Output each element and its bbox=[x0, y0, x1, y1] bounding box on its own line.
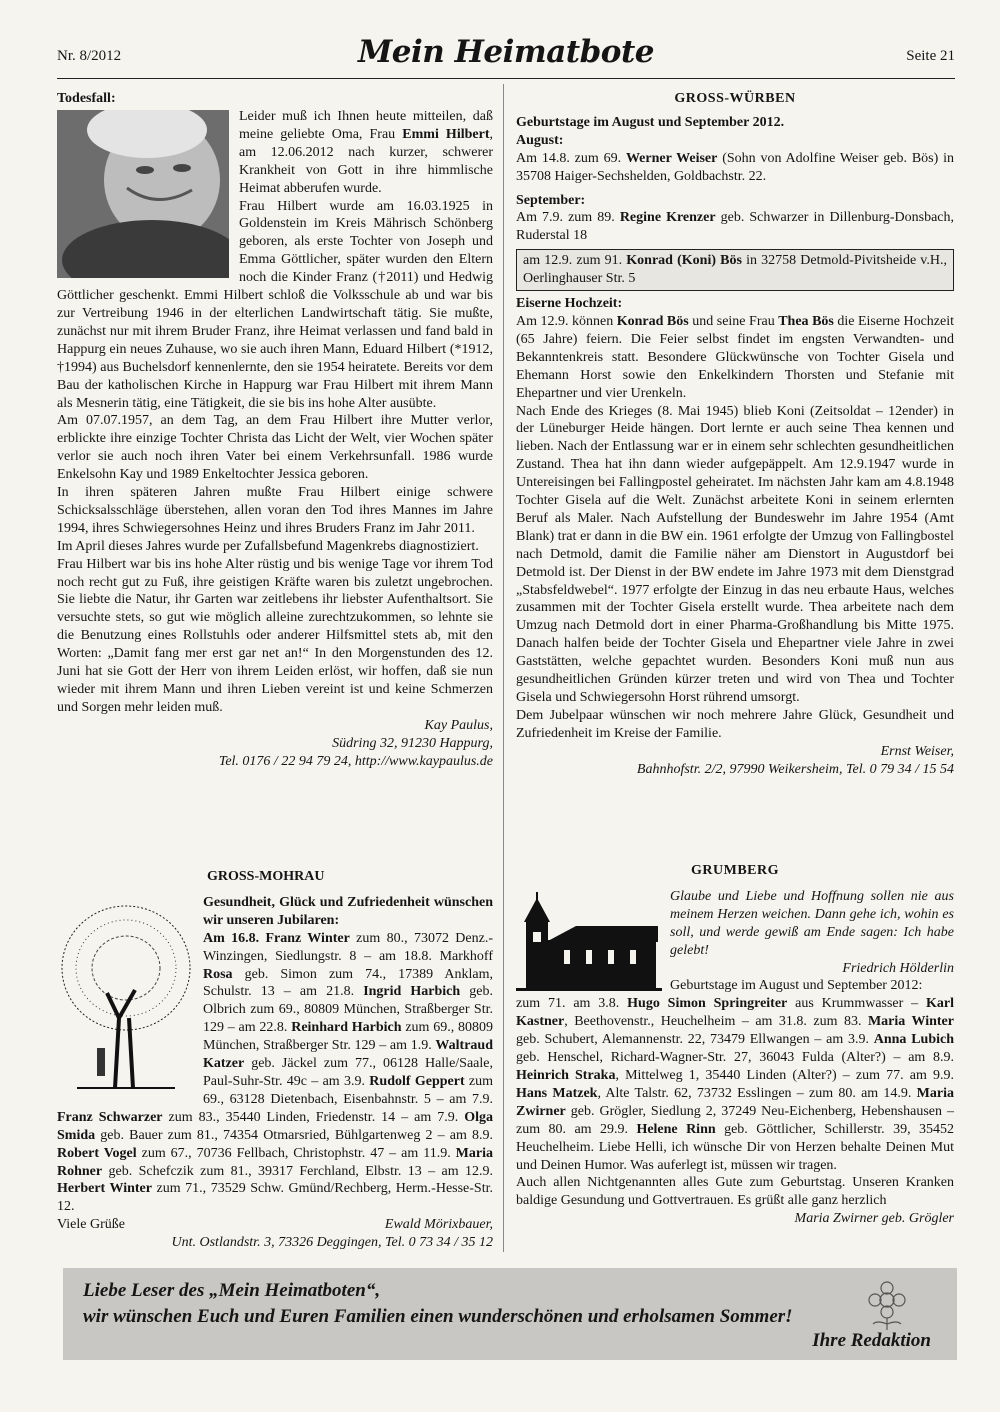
birthday-text: in 32758 Detmold-Pivitsheide v.H., Oerlinghauser Str. 5 bbox=[523, 253, 948, 287]
september-label: September: bbox=[516, 192, 586, 208]
birthday-text: geb. Schwarzer in Dillenburg-Donsbach, Ruderstal 18 bbox=[516, 210, 955, 244]
person-name: Olga Smida bbox=[57, 1109, 493, 1143]
birthday-text: (Sohn von Adolfine Weiser geb. Bös) in 35708 Haiger-Sechshelden, Goldbachstr. 22. bbox=[516, 150, 954, 184]
person-name: Ingrid Harbich bbox=[363, 984, 461, 1000]
person-name: Werner Weiser bbox=[625, 150, 718, 166]
person-name: Hugo Simon Springreiter bbox=[627, 996, 788, 1012]
banner-line-1: Liebe Leser des „Mein Heimatboten“, bbox=[83, 1280, 381, 1301]
person-name: Waltraud Katzer bbox=[203, 1038, 493, 1072]
signature-address: Südring 32, 91230 Happurg, bbox=[332, 735, 493, 751]
signature-name: Ewald Mörixbauer, bbox=[384, 1217, 493, 1233]
person-name: Hans Matzek bbox=[516, 1085, 598, 1101]
birthday-text: zum 83., 35440 Linden, Friedenstr. 14 – am 7.9. bbox=[162, 1109, 465, 1125]
portrait-photo bbox=[57, 110, 229, 278]
birthday-text: zum 69., 63128 Dietenbach, Eisenbahnstr. 5 – am 7.9. bbox=[203, 1073, 494, 1107]
deceased-name: Emmi Hilbert bbox=[402, 126, 490, 142]
page-number: Seite 21 bbox=[906, 48, 955, 64]
wuerben-paragraph: Nach Ende des Krieges (8. Mai 1945) blieb Koni (Zeitsoldat – 12ender) in der Lüneburger Heide hängen. Dort lernte er auch seine Thea kennen und lieben. Nach der Entlassung war er in einem sehr schlechten gesundheitlichen Zustand. Thea hat ihn dann wieder aufgepäppelt. Am 12.9.1947 wurde in Untereisingen bei Fallingpostel geheiratet. Im nächsten Jahr kam am 4.8.1948 Tochter Gisela auf die Welt. Zunächst arbeitete Koni in seinem erlernten Beruf als Maler. Nach Aufstellung der Bundeswehr im Jahre 1954 (Amt Blank) trat er dann in die BW ein. 1961 erfolgte der Umzug von Fallingbostel nach Detmold, damit die Familie näher am Dienstort in Augustdorf bei Detmold ist. Der Dienst in der BW endete im Jahre 1973 mit dem Dienstgrad „Stabsfeldwebel“. 1977 erfolgte der Einzug in das neu erbaute Haus, welches zusammen mit der Tochter Gisela erstellt wurde. Thea arbeitete nach dem Umzug nach Detmold dort in einer Pharma-Großhandlung bis Mitte 1975. Danach halfen beide der Tochter Gisela und Ehepartner viele Jahre in zwei Gaststätten, welche gepachtet wurden. Besonders Koni muß nun aus gesundheitlichen Gründen kürzer treten und wird von Thea und Tochter Gisela und Schwiegersohn Horst rührend umsorgt. bbox=[516, 403, 954, 705]
anniversary-text: die Eiserne Hochzeit (65 Jahre) feiern. Die Feier selbst findet im engsten Verwandten- und Bekanntenkreis statt. Besondere Glückwünsche von Tochter Gisela und Ehemann Horst sowie den Enkelkindern Thorsten und Stefanie mit Ehepartner und vier Urenkeln. bbox=[516, 313, 955, 401]
person-name: Maria Rohner bbox=[57, 1145, 493, 1179]
wuerben-paragraph: Dem Jubelpaar wünschen wir noch mehrere Jahre Glück, Gesundheit und Zufriedenheit im Kreise der Familie. bbox=[516, 707, 954, 741]
tree-icon bbox=[57, 898, 195, 1093]
person-name: Maria Zwirner bbox=[516, 1085, 954, 1119]
grumberg-section bbox=[516, 862, 954, 1228]
birthday-text: Am 7.9. zum 89. bbox=[516, 210, 620, 226]
todesfall-paragraph: Frau Hilbert war bis ins hohe Alter rüstig und bis wenige Tage vor ihrem Tod noch recht gut zu Fuß, ihre geistigen Kräfte waren bis zuletzt ungebrochen. Sie liebte die Natur, ihr Garten war zeitlebens ihr liebster Aufenthaltsort. Sie versuchte stets, so gut wie möglich alleine zurechtzukommen, so lehnte sie die Benutzung eines Rollstuhls oder anderer Hilfsmittel stets ab, mit den Worten: „Damit fang mer erst gar net an!“ In den Morgenstunden des 12. Juni hat sie Gott der Herr von ihrem Leiden erlöst, wir hoffen, daß sie nun wieder mit ihrem Mann und ihren Lieben vereint ist und keine Schmerzen und Sorgen mehr leiden muß. bbox=[57, 556, 493, 715]
person-name: Herbert Winter bbox=[57, 1181, 152, 1197]
todesfall-heading: Todesfall: bbox=[57, 91, 116, 106]
person-name: Konrad (Koni) Bös bbox=[626, 253, 742, 269]
todesfall-text: Leider muß ich Ihnen heute mitteilen, daß meine geliebte Oma, Frau bbox=[239, 109, 493, 142]
hoelderlin-quote: Glaube und Liebe und Hoffnung sollen nie aus meinem Herzen weichen. Dann gehe ich, wohin es soll, und werde gewiß am Ende sagen: Ich habe gelebt! bbox=[670, 888, 954, 958]
person-name: Robert Vogel bbox=[57, 1145, 137, 1161]
todesfall-paragraph: Im April dieses Jahres wurde per Zufallsbefund Magenkrebs diagnostiziert. bbox=[57, 538, 479, 554]
birthday-text: zum 80., 73072 Denz.-Winzingen, Siedlungstr. 8 – am 18.8. Markhoff bbox=[203, 930, 493, 964]
page-header bbox=[57, 34, 955, 70]
person-name: Maria Winter bbox=[867, 1014, 954, 1030]
banner-line-2: wir wünschen Euch und Euren Familien einen wunderschönen und erholsamen Sommer! bbox=[83, 1306, 793, 1327]
birthday-text: geb. Olbrich zum 69., 80809 München, Straßberger Str. 129 – am 22.8. bbox=[203, 984, 493, 1036]
birthday-text: geb. Göttlicher, Schillerstr. 39, 35452 Heuchelheim. Liebe Helli, ich wünsche Dir von Herzen behalte Deinen Mut und Deinen Humor. Was auferlegt ist, müssen wir tragen. bbox=[516, 1121, 954, 1173]
person-name: Karl Kastner bbox=[516, 996, 955, 1030]
anniversary-text: und seine Frau bbox=[688, 313, 779, 329]
person-name: Anna Lubich bbox=[873, 1032, 954, 1048]
grumberg-intro: Geburtstage im August und September 2012: bbox=[670, 978, 923, 994]
eiserne-hochzeit-label: Eiserne Hochzeit: bbox=[516, 296, 623, 312]
birthday-text: geb. Schefczik zum 81., 39317 Ferchland, Elbstr. 13 – am 12.9. bbox=[102, 1163, 493, 1179]
birthday-text: geb. Jäckel zum 77., 06128 Halle/Saale, Paul-Suhr-Str. 49c – am 3.9. bbox=[203, 1056, 493, 1089]
birthday-text: aus Krummwasser – bbox=[787, 996, 927, 1012]
birthday-text: geb. Bauer zum 81., 74354 Otmarsried, Bühlgartenweg 2 – am 8.9. bbox=[95, 1127, 493, 1143]
signature-address: Bahnhofstr. 2/2, 97990 Weikersheim, Tel. 0 79 34 / 15 54 bbox=[636, 761, 954, 777]
flower-icon bbox=[857, 1276, 917, 1330]
birthday-text: zum 71. am 3.8. bbox=[516, 996, 628, 1012]
person-name: Am 16.8. Franz Winter bbox=[203, 930, 350, 946]
todesfall-paragraph: Frau Hilbert wurde am 16.03.1925 in Goldenstein im Kreis Mährisch Schönberg geboren, als erste Tochter von Joseph und Emma Göttlicher, später wurden den Eltern noch die Kinder Franz (†2011) und Hedwig Göttlicher geschenkt. Emmi Hilbert schloß die Volksschule ab und war bis zur Vertreibung 1946 in der elterlichen Landwirtschaft tätig. Sie mußte, zunächst nur mit ihrem Bruder Franz, ihre Heimat verlassen und fand bald in Happurg ein neues Zuhause, wo sie auch ihren Mann, Eduard Hilbert (*1912, †1994) aus Buchelsdorf kennenlernte, den sie 1954 heiratete. Bereits vor dem Bau der katholischen Kirche in Happurg war Frau Hilbert mit ihrem Mann als Mesnerin tätig, eine Tätigkeit, die sie bis ins hohe Alter ausübte. bbox=[57, 198, 493, 411]
header-rule bbox=[57, 78, 955, 79]
person-name: Rudolf Geppert bbox=[369, 1073, 465, 1089]
church-icon bbox=[516, 892, 662, 992]
section-title: GROSS-WÜRBEN bbox=[674, 91, 796, 106]
summer-greeting-banner bbox=[63, 1268, 957, 1360]
person-name: Heinrich Straka bbox=[516, 1067, 616, 1083]
birthday-text: , Beethovenstr., Heuchelheim – am 31.8. zum 83. bbox=[564, 1014, 868, 1030]
person-name: Konrad Bös bbox=[616, 313, 689, 329]
highlight-box bbox=[516, 249, 954, 291]
august-label: August: bbox=[516, 132, 564, 148]
birthday-text: zum 71., 73529 Schw. Gmünd/Rechberg, Herm.-Hesse-Str. 12. bbox=[57, 1181, 493, 1215]
issue-number: Nr. 8/2012 bbox=[57, 48, 122, 64]
gross-wuerben-section bbox=[516, 90, 954, 779]
signature-name: Ernst Weiser, bbox=[880, 743, 954, 759]
signature-contact: Tel. 0176 / 22 94 79 24, http://www.kaypaulus.de bbox=[218, 753, 493, 769]
tree-illustration bbox=[57, 898, 195, 1093]
signature-address: Unt. Ostlandstr. 3, 73326 Deggingen, Tel. 0 73 34 / 35 12 bbox=[171, 1235, 493, 1251]
signature-name: Maria Zwirner geb. Grögler bbox=[794, 1211, 954, 1227]
column-divider bbox=[503, 84, 504, 1252]
birthday-text: geb. Simon zum 74., 17389 Anklam, Schulstr. 13 – am 21.8. bbox=[203, 966, 493, 1000]
masthead: Mein Heimatbote bbox=[357, 34, 655, 70]
portrait-image bbox=[57, 110, 229, 278]
person-name: Rosa bbox=[203, 966, 233, 982]
mohrau-intro: Gesundheit, Glück und Zufriedenheit wünschen wir unseren Jubilaren: bbox=[203, 894, 493, 928]
todesfall-paragraph: Am 07.07.1957, an dem Tag, an dem Frau Hilbert ihre Mutter verlor, erblickte ihre einzige Tochter Christa das Licht der Welt, vier Wochen später verlor sie auch noch ihren Vater bei einem Verkehrsunfall. 1986 wurde Enkelsohn Kay und 1989 Enkeltochter Jessica geboren. bbox=[57, 413, 493, 483]
person-name: Reinhard Harbich bbox=[291, 1020, 402, 1036]
anniversary-text: Am 12.9. können bbox=[516, 313, 617, 329]
grumberg-birthdays bbox=[516, 995, 954, 1174]
grumberg-paragraph: Auch allen Nichtgenannten alles Gute zum Geburtstag. Unseren Kranken baldige Gesundung und Gottvertrauen. Es grüßt alle ganz herzlich bbox=[516, 1175, 954, 1209]
quote-author: Friedrich Hölderlin bbox=[842, 960, 954, 976]
todesfall-article bbox=[57, 90, 493, 771]
greeting: Viele Grüße bbox=[57, 1217, 125, 1233]
person-name: Thea Bös bbox=[778, 313, 834, 329]
section-title: GROSS-MOHRAU bbox=[207, 869, 325, 884]
banner-signature: Ihre Redaktion bbox=[812, 1330, 931, 1351]
birthday-text: , Mittelweg 1, 35440 Linden (Alter?) – zum 77. am 9.9. bbox=[615, 1067, 954, 1083]
birthday-text: zum 69., 80809 München, Straßberger Str. 129 – am 1.9. bbox=[203, 1020, 493, 1054]
birthday-text: , Alte Talstr. 62, 73732 Esslingen – zum 80. am 14.9. bbox=[597, 1085, 917, 1101]
wuerben-intro: Geburtstage im August und September 2012. bbox=[516, 114, 785, 130]
todesfall-text: , am 12.06.2012 nach kurzer, schwerer Krankheit von Gott in ihre himmlische Heimat abberufen wurde. bbox=[239, 126, 493, 196]
gross-mohrau-section bbox=[57, 868, 493, 1252]
person-name: Regine Krenzer bbox=[619, 210, 716, 226]
signature-name: Kay Paulus, bbox=[424, 717, 493, 733]
birthday-text: geb. Schubert, Alemannenstr. 22, 73479 Ellwangen – am 3.9. bbox=[516, 1032, 874, 1048]
birthday-text: geb. Henschel, Richard-Wagner-Str. 27, 36043 Fulda (Alter?) – am 8.9. bbox=[516, 1050, 954, 1066]
birthday-text: am 12.9. zum 91. bbox=[523, 253, 627, 269]
todesfall-paragraph: In ihren späteren Jahren mußte Frau Hilbert einige schwere Schicksalsschläge überstehen, allen voran den Tod ihres Mannes im Jahre 1994, ihres Schwiegersohnes Heinz und ihres Bruders Franz im Jahr 2011. bbox=[57, 485, 493, 536]
birthday-text: geb. Grögler, Siedlung 2, 37249 Neu-Eichenberg, Hebenshausen – zum 80. am 29.9. bbox=[516, 1103, 954, 1137]
section-title: GRUMBERG bbox=[691, 863, 779, 878]
church-illustration bbox=[516, 892, 662, 992]
birthday-text: zum 67., 70736 Fellbach, Christophstr. 47 – am 11.9. bbox=[136, 1145, 456, 1161]
birthday-text: Am 14.8. zum 69. bbox=[516, 150, 626, 166]
person-name: Helene Rinn bbox=[636, 1121, 716, 1137]
person-name: Franz Schwarzer bbox=[57, 1109, 163, 1125]
